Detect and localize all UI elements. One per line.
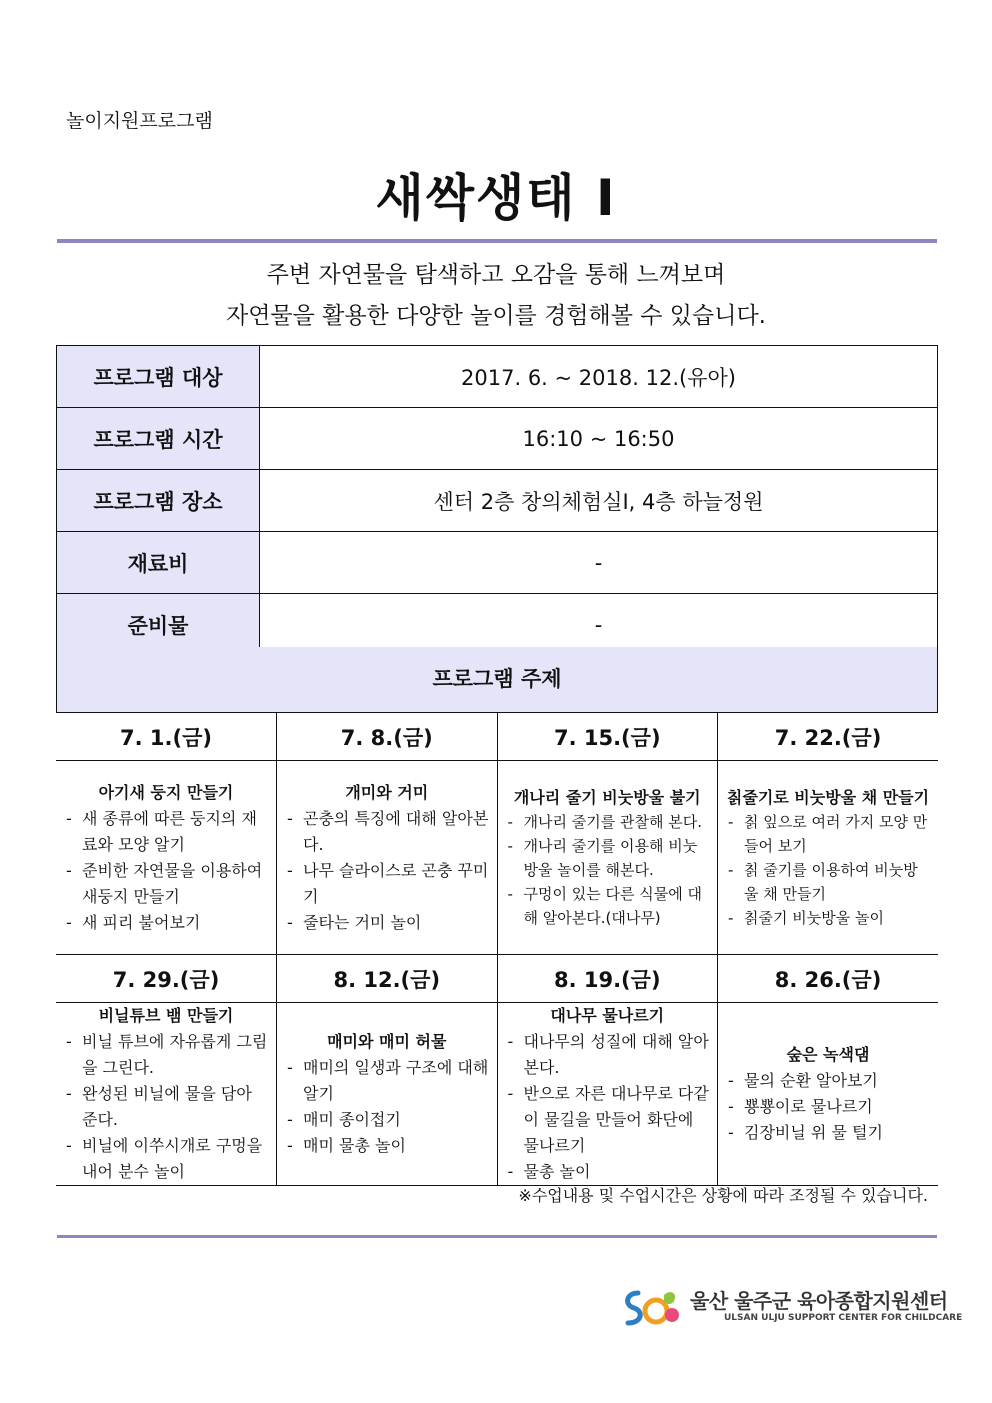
schedule-date: 8. 26.(금) — [718, 955, 939, 1003]
activity-item: - 완성된 비닐에 물을 담아 준다. — [64, 1081, 268, 1133]
info-value: - — [260, 594, 938, 656]
schedule-date: 7. 1.(금) — [56, 713, 277, 761]
activity-title: 개미와 거미 — [345, 782, 429, 802]
activity-title: 대나무 물나르기 — [550, 1006, 665, 1025]
schedule-cell — [56, 761, 277, 955]
intro-line-2: 자연물을 활용한 다양한 놀이를 경험해볼 수 있습니다. — [226, 303, 766, 329]
schedule-date: 7. 29.(금) — [56, 955, 277, 1003]
schedule-cell — [718, 1003, 939, 1186]
theme-header: 프로그램 주제 — [56, 647, 938, 712]
logo-name-ko: 울산 울주군 육아종합지원센터 — [690, 1289, 948, 1313]
activity-item: - 개나리 줄기를 이용해 비눗방울 놀이를 해본다. — [506, 834, 710, 882]
footnote: ※수업내용 및 수업시간은 상황에 따라 조정될 수 있습니다. — [518, 1186, 928, 1205]
activity-item: - 뿅뿅이로 물나르기 — [726, 1094, 930, 1120]
divider-top — [57, 239, 937, 243]
info-label: 재료비 — [57, 532, 260, 594]
info-label: 프로그램 시간 — [57, 408, 260, 470]
center-logo — [620, 1283, 963, 1333]
activity-title: 비닐튜브 뱀 만들기 — [98, 1006, 234, 1025]
schedule-date: 7. 15.(금) — [497, 713, 718, 761]
activity-item: - 물총 놀이 — [506, 1159, 710, 1185]
schedule-date-row — [56, 955, 938, 1003]
schedule-date-row — [56, 713, 938, 761]
info-row-time — [57, 408, 938, 470]
schedule-table — [56, 712, 938, 1186]
logo-mark-icon — [620, 1285, 684, 1331]
info-label: 프로그램 장소 — [57, 470, 260, 532]
activity-title: 숲은 녹색댐 — [786, 1045, 870, 1064]
schedule-cell — [56, 1003, 277, 1186]
schedule-cell — [497, 761, 718, 955]
info-row-fee — [57, 532, 938, 594]
info-label: 프로그램 대상 — [57, 346, 260, 408]
schedule-cell — [277, 1003, 498, 1186]
activity-item: - 새 피리 불어보기 — [64, 910, 268, 936]
activity-title: 매미와 매미 허물 — [327, 1032, 447, 1051]
activity-item: - 대나무의 성질에 대해 알아본다. — [506, 1029, 710, 1081]
activity-item: - 매미 종이접기 — [285, 1107, 489, 1133]
activity-title: 개나리 줄기 비눗방울 불기 — [513, 787, 701, 807]
schedule-content-row — [56, 1003, 938, 1186]
schedule-cell — [718, 761, 939, 955]
activity-item: - 매미 물총 놀이 — [285, 1133, 489, 1159]
activity-item: - 나무 슬라이스로 곤충 꾸미기 — [285, 858, 489, 910]
activity-item: - 줄타는 거미 놀이 — [285, 910, 489, 936]
info-value: 센터 2층 창의체험실Ⅰ, 4층 하늘정원 — [260, 470, 938, 532]
schedule-date: 8. 19.(금) — [497, 955, 718, 1003]
info-value: 2017. 6. ~ 2018. 12.(유아) — [260, 346, 938, 408]
page-title: 새싹생태 I — [375, 169, 617, 227]
schedule-date: 7. 8.(금) — [277, 713, 498, 761]
activity-item: - 칡 잎으로 여러 가지 모양 만들어 보기 — [726, 810, 930, 858]
info-row-place — [57, 470, 938, 532]
activity-title: 아기새 둥지 만들기 — [98, 782, 234, 802]
activity-item: - 칡 줄기를 이용하여 비눗방울 채 만들기 — [726, 858, 930, 906]
schedule-cell — [277, 761, 498, 955]
activity-item: - 비닐에 이쑤시개로 구멍을 내어 분수 놀이 — [64, 1133, 268, 1185]
activity-title: 칡줄기로 비눗방울 채 만들기 — [726, 787, 930, 807]
intro-line-1: 주변 자연물을 탐색하고 오감을 통해 느껴보며 — [266, 262, 726, 288]
program-info-table — [56, 345, 938, 656]
info-value: - — [260, 532, 938, 594]
schedule-date: 7. 22.(금) — [718, 713, 939, 761]
activity-item: - 새 종류에 따른 둥지의 재료와 모양 알기 — [64, 806, 268, 858]
activity-item: - 구멍이 있는 다른 식물에 대해 알아본다.(대나무) — [506, 882, 710, 930]
activity-item: - 비닐 튜브에 자유롭게 그림을 그린다. — [64, 1029, 268, 1081]
activity-item: - 칡줄기 비눗방울 놀이 — [726, 906, 930, 930]
schedule-content-row — [56, 761, 938, 955]
activity-item: - 반으로 자른 대나무로 다같이 물길을 만들어 화단에 물나르기 — [506, 1081, 710, 1159]
activity-item: - 물의 순환 알아보기 — [726, 1068, 930, 1094]
divider-bottom — [57, 1235, 937, 1238]
program-category: 놀이지원프로그램 — [66, 110, 213, 132]
info-row-target — [57, 346, 938, 408]
activity-item: - 김장비닐 위 물 털기 — [726, 1120, 930, 1146]
activity-item: - 준비한 자연물을 이용하여 새둥지 만들기 — [64, 858, 268, 910]
activity-item: - 개나리 줄기를 관찰해 본다. — [506, 810, 710, 834]
info-label: 준비물 — [57, 594, 260, 656]
schedule-date: 8. 12.(금) — [277, 955, 498, 1003]
info-value: 16:10 ~ 16:50 — [260, 408, 938, 470]
logo-name-en: ULSAN ULJU SUPPORT CENTER FOR CHILDCARE — [724, 1313, 963, 1323]
activity-item: - 곤충의 특징에 대해 알아본다. — [285, 806, 489, 858]
schedule-cell — [497, 1003, 718, 1186]
activity-item: - 매미의 일생과 구조에 대해 알기 — [285, 1055, 489, 1107]
